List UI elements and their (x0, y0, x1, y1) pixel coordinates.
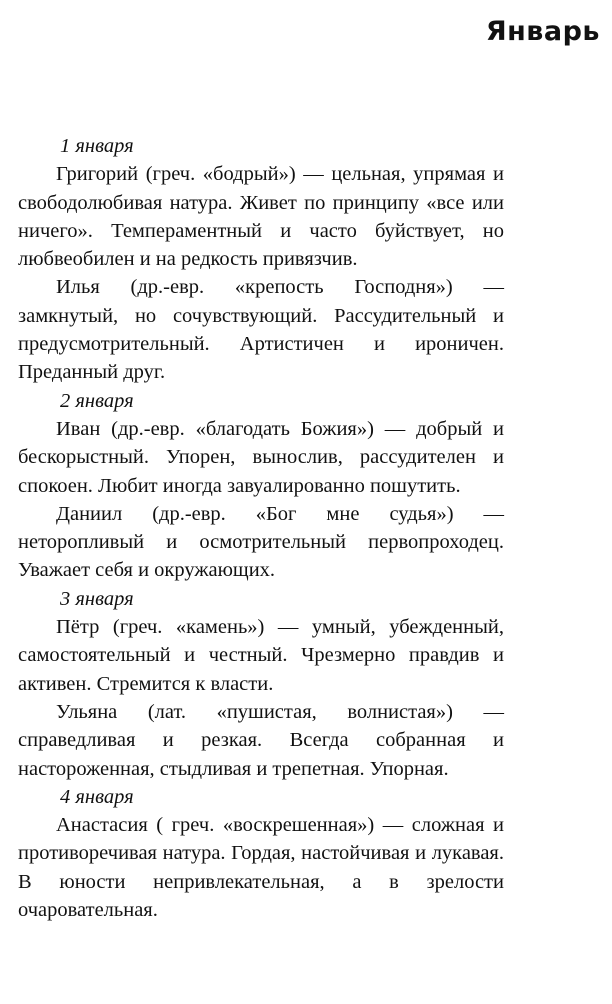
date-heading: 1 января (60, 135, 134, 157)
name-entry-paragraph: Ульяна (лат. «пушистая, волнистая») — справедливая и резкая. Всегда собранная и настороженная, стыдливая и трепетная. Упорная. (18, 700, 504, 780)
name-entry-paragraph: Пётр (греч. «камень») — умный, убежденный, самостоятельный и честный. Чрезмерно правдив и активен. Стремится к власти. (18, 616, 504, 695)
date-heading: 2 января (60, 389, 134, 412)
page-content (18, 132, 504, 924)
month-heading: Январь (485, 16, 600, 47)
name-entry-paragraph: Григорий (греч. «бодрый») — цельная, упрямая и свободолюбивая натура. Живет по принципу «все или ничего». Темпераментный и часто буйствует, но любвеобилен и на редкость привязчив. (18, 163, 504, 271)
date-heading: 4 января (60, 785, 134, 808)
name-entry-paragraph: Иван (др.-евр. «благодать Божия») — добрый и бескорыстный. Упорен, вынослив, рассудителен и спокоен. Любит иногда завуалированно пошутить. (18, 417, 504, 497)
name-entry-paragraph: Анастасия ( греч. «воскрешенная») — сложная и противоречивая натура. Гордая, настойчивая и лукавая. В юности непривлекательная, а в зрелости очаровательная. (18, 814, 504, 922)
name-entry-paragraph: Илья (др.-евр. «крепость Господня») — замкнутый, но сочувствующий. Рассудительный и предусмотрительный. Артистичен и ироничен. Преданный друг. (18, 276, 504, 384)
date-heading: 3 января (60, 587, 134, 610)
name-entry-paragraph: Даниил (др.-евр. «Бог мне судья») — неторопливый и осмотрительный первопроходец. Уважает себя и окружающих. (18, 502, 504, 582)
